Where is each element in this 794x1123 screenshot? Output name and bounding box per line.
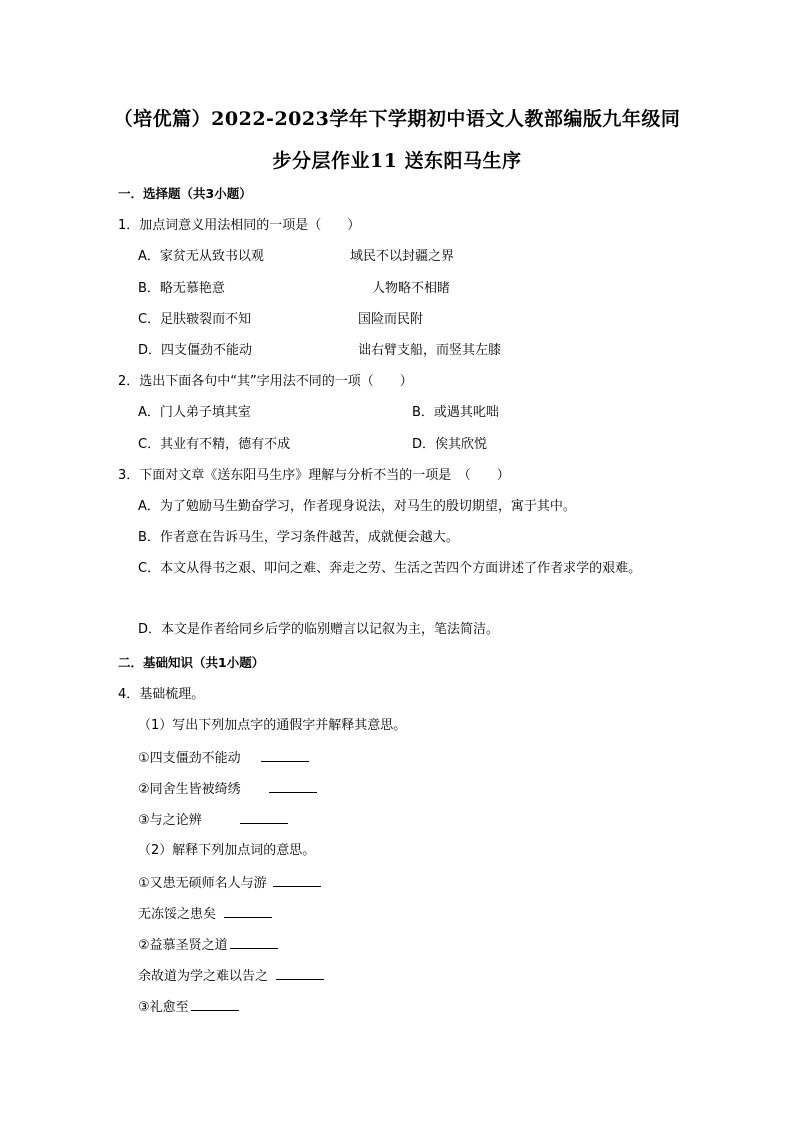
q4-part-2-item-2 — [138, 936, 278, 954]
document-title-line-1: （培优篇）2022-2023学年下学期初中语文人教部编版九年级同 — [113, 108, 681, 130]
item-text: ①又患无硕师名人与游 — [138, 876, 267, 891]
q3-option-b: B．作者意在告诉马生，学习条件越苦，成就便会越大。 — [138, 530, 459, 545]
q3-option-d: D．本文是作者给同乡后学的临别赠言以记叙为主，笔法简洁。 — [138, 622, 500, 637]
q2-option-d: D．俟其欣悦 — [412, 437, 488, 452]
answer-blank[interactable] — [230, 936, 278, 949]
q4-part-1-item-3 — [138, 811, 288, 829]
q4-part-1-item-1 — [138, 749, 309, 767]
q1-option-c-right: 国险而民附 — [358, 312, 424, 327]
q3-option-a: A．为了勉励马生勤奋学习，作者现身说法，对马生的殷切期望，寓于其中。 — [138, 499, 576, 514]
item-text: 无冻馁之患矣 — [138, 907, 217, 922]
q2-option-b: B．或遇其叱咄 — [412, 405, 499, 420]
q1-option-b-right: 人物略不相睹 — [372, 281, 451, 296]
question-2-stem: 2．选出下面各句中“其”字用法不同的一项（ ） — [118, 374, 413, 389]
answer-blank[interactable] — [273, 874, 321, 887]
item-text: ②同舍生皆被绮绣 — [138, 782, 241, 797]
q4-part-2-item-2b — [138, 967, 324, 985]
answer-blank[interactable] — [191, 998, 239, 1011]
item-text: ②益慕圣贤之道 — [138, 938, 228, 953]
question-1-stem: 1．加点词意义用法相同的一项是（ ） — [118, 218, 361, 233]
q1-option-a-left: A．家贫无从致书以观 — [138, 249, 264, 264]
item-text: ①四支僵劲不能动 — [138, 751, 241, 766]
answer-blank[interactable] — [224, 905, 272, 918]
section-heading-basic-knowledge: 二．基础知识（共1小题） — [118, 655, 265, 670]
q2-option-c: C．其业有不精，德有不成 — [138, 437, 291, 452]
q1-option-d-left: D．四支僵劲不能动 — [138, 343, 253, 358]
q1-option-c-left: C．足肤皲裂而不知 — [138, 312, 252, 327]
q3-option-c: C．本文从得书之艰、叩问之难、奔走之劳、生活之苦四个方面讲述了作者求学的艰难。 — [138, 561, 642, 576]
q4-part-2-item-3 — [138, 998, 239, 1016]
q4-part-1-item-2 — [138, 780, 317, 798]
answer-blank[interactable] — [261, 749, 309, 762]
answer-blank[interactable] — [269, 780, 317, 793]
q4-part-2-item-1b — [138, 905, 272, 923]
q4-part-2-instruction: （2）解释下列加点词的意思。 — [138, 843, 316, 858]
item-text: ③礼愈至 — [138, 1000, 189, 1015]
document-title-line-2: 步分层作业11 送东阳马生序 — [272, 150, 522, 172]
answer-blank[interactable] — [240, 811, 288, 824]
q4-part-1-instruction: （1）写出下列加点字的通假字并解释其意思。 — [138, 718, 407, 733]
section-heading-choice: 一．选择题（共3小题） — [118, 186, 252, 201]
question-3-stem: 3．下面对文章《送东阳马生序》理解与分析不当的一项是 （ ） — [118, 468, 510, 483]
item-text: 余故道为学之难以告之 — [138, 969, 269, 984]
q1-option-b-left: B．略无慕艳意 — [138, 281, 225, 296]
answer-blank[interactable] — [276, 967, 324, 980]
question-4-stem: 4．基础梳理。 — [118, 687, 205, 702]
q1-option-d-right: 诎右臂支船，而竖其左膝 — [358, 343, 502, 358]
q2-option-a: A．门人弟子填其室 — [138, 405, 251, 420]
q1-option-a-right: 域民不以封疆之界 — [350, 249, 455, 264]
item-text: ③与之论辨 — [138, 813, 202, 828]
q4-part-2-item-1 — [138, 874, 321, 892]
